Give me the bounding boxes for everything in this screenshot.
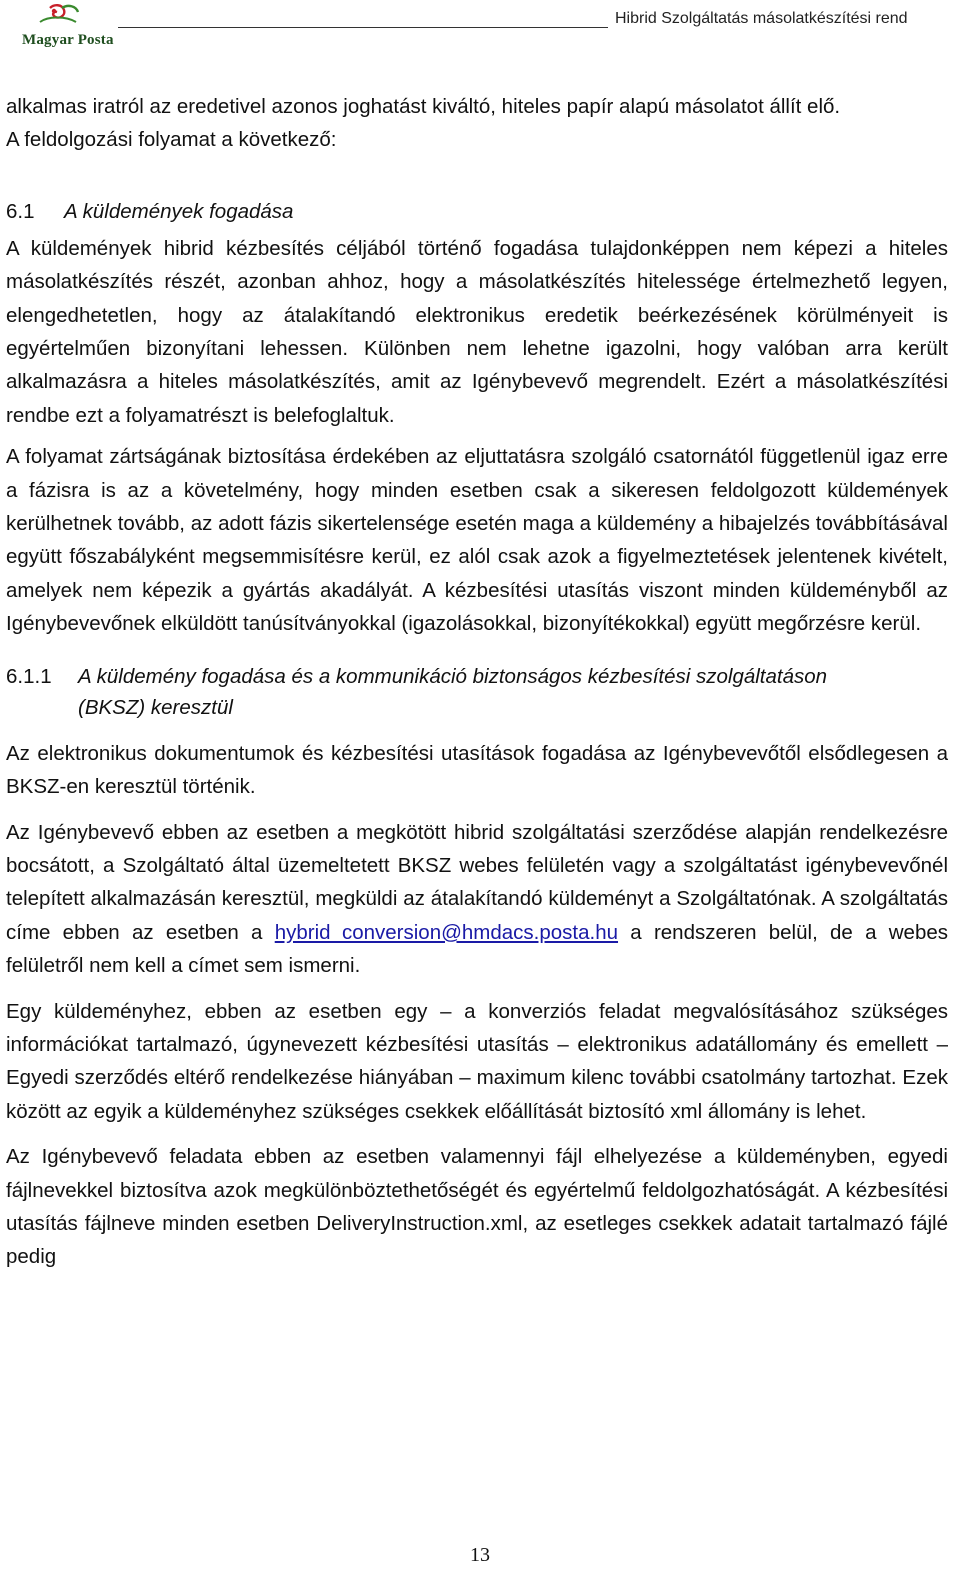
section-6-1-1-paragraph-4: Az Igénybevevő feladata ebben az esetben valamennyi fájl elhelyezése a küldeményben, egyedi fájlnevekkel biztosítva azok megkülönböztethetőségét és egyértelmű feldolgozhatóságát. A kézbesítési utasítás fájlneve minden esetben DeliveryInstruction.xml, az esetleges csekkek adatait tartalmazó fájlé pedig <box>6 1145 948 1269</box>
page-header <box>0 0 960 54</box>
service-email-link[interactable]: hybrid_conversion@hmdacs.posta.hu <box>274 920 619 944</box>
section-number: 6.1 <box>6 199 35 223</box>
section-title: A küldemények fogadása <box>64 199 294 223</box>
section-6-1-1-heading <box>6 661 948 723</box>
intro-paragraph: alkalmas iratról az eredetivel azonos joghatást kiváltó, hiteles papír alapú másolatot állít elő. <box>6 95 841 118</box>
section-6-1-paragraph-2: A folyamat zártságának biztosítása érdekében az eljuttatásra szolgáló csatornától függetlenül igaz erre a fázisra is az a követelmény, hogy minden esetben csak a sikeresen feldolgozott küldemények kerülhetnek tovább, az adott fázis sikertelensége esetén maga a küldemény a hibajelzés továbbításával együtt főszabályként megsemmisítésre kerül, ez alól csak azok a figyelmeztetések jelentenek kivételt, amelyek nem képezik a gyártás akadályát. A kézbesítési utasítás viszont minden küldeményből az Igénybevevőnek elküldött tanúsítványokkal (igazolásokkal, bizonyítékokkal) együtt megőrzésre kerül. <box>6 445 948 636</box>
section-6-1-1-paragraph-1: Az elektronikus dokumentumok és kézbesítési utasítások fogadása az Igénybevevőtől elsődlegesen a BKSZ-en keresztül történik. <box>6 741 948 799</box>
paragraph-text: Az Igénybevevő ebben az esetben a megkötött hibrid szolgáltatási szerződése alapján rendelkezésre bocsátott, a Szolgáltató által üzemeltetett BKSZ webes felületén vagy a szolgáltatást igénybevevőnél telepített alkalmazásán keresztül, megküldi az átalakítandó küldeményt a Szolgáltatónak. A szolgáltatás címe ebben az esetben a <box>6 820 948 944</box>
section-6-1-1-paragraph-3: Egy küldeményhez, ebben az esetben egy – a konverziós feladat megvalósításához szükséges információkat tartalmazó, úgynevezett kézbesítési utasítás – elektronikus adatállomány és emellett – Egyedi szerződés eltérő rendelkezése hiányában – maximum kilenc további csatolmány tartozhat. Ezek között az egyik a küldeményhez szükséges csekkek előállítását biztosító xml állomány is lehet. <box>6 999 948 1123</box>
magyar-posta-logo <box>10 2 114 52</box>
subsection-number: 6.1.1 <box>6 664 52 688</box>
posthorn-icon <box>10 2 100 34</box>
page-number: 13 <box>470 1544 490 1566</box>
subsection-title: A küldemény fogadása és a kommunikáció biztonságos kézbesítési szolgáltatáson (BKSZ) keresztül <box>78 664 828 719</box>
section-6-1-1-paragraph-2 <box>6 816 948 983</box>
document-body <box>6 90 948 1274</box>
paragraph-text-continued: a rendszeren belül, de a webes felületről nem kell a címet sem ismerni. <box>6 920 948 978</box>
intro-process-line: A feldolgozási folyamat a következő: <box>6 128 337 152</box>
logo-text: Magyar Posta <box>22 32 114 48</box>
section-6-1-heading <box>6 195 948 228</box>
section-6-1-paragraph-1: A küldemények hibrid kézbesítés céljából történő fogadása tulajdonképpen nem képezi a hiteles másolatkészítés részét, azonban ahhoz, hogy a másolatkészítés hitelessége értelmezhető legyen, elengedhetetlen, hogy az átalakítandó elektronikus eredetik beérkezésének körülményeit is egyértelműen bizonyítani lehessen. Különben nem lehetne igazolni, hogy valóban arra került alkalmazásra a hiteles másolatkészítés, amit az Igénybevevő megrendelt. Ezért a másolatkészítési rendbe ezt a folyamatrészt is belefoglaltuk. <box>6 236 948 427</box>
header-rule <box>118 27 608 28</box>
running-title: Hibrid Szolgáltatás másolatkészítési rend <box>615 10 908 27</box>
